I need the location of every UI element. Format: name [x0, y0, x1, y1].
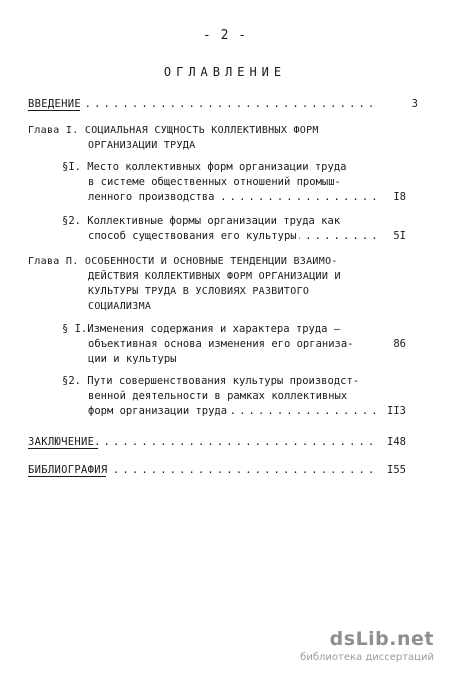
ch1-s1-line2: в системе общественных отношений промыш- — [88, 176, 341, 188]
toc-entry-title: ВВЕДЕНИЕ — [28, 98, 81, 110]
toc-page-number: I48 — [387, 436, 406, 448]
ch1-s2-line1: §2. Коллективные формы организации труда как — [62, 215, 341, 227]
toc-entry-title: ЗАКЛЮЧЕНИЕ — [28, 436, 95, 448]
page-number: - 2 - — [202, 28, 248, 43]
ch1-s1-line3 — [88, 190, 378, 204]
toc-entry-conclusion — [28, 435, 378, 449]
ch2-s2-page: II3 — [387, 405, 406, 417]
ch1-s1-page: I8 — [393, 191, 406, 203]
chapter1-title-line1: Глава I. СОЦИАЛЬНАЯ СУЩНОСТЬ КОЛЛЕКТИВНЫХ ФОРМ — [28, 125, 319, 136]
chapter1-title-line2: ОРГАНИЗАЦИИ ТРУДА — [88, 140, 196, 151]
toc-entry-bibliography — [28, 463, 378, 477]
ch2-s2-line2: венной деятельности в рамках коллективных — [88, 390, 348, 402]
ch2-s1-line3: ции и культуры — [88, 353, 177, 365]
ch2-s2-line1: §2. Пути совершенствования культуры производст- — [62, 375, 360, 387]
ch2-s2-line3 — [88, 404, 378, 418]
toc-page-number: I55 — [387, 464, 406, 476]
ch1-s1-line1: §I. Место коллективных форм организации труда — [62, 161, 347, 173]
ch2-s2-line3-text: форм организации труда — [88, 405, 228, 417]
chapter2-title-line3: КУЛЬТУРЫ ТРУДА В УСЛОВИЯХ РАЗВИТОГО — [88, 286, 310, 297]
toc-page-number: 3 — [411, 98, 418, 110]
chapter2-title-line1: Глава П. ОСОБЕННОСТИ И ОСНОВНЫЕ ТЕНДЕНЦИИ ВЗАИМО- — [28, 256, 338, 267]
ch1-s2-line2 — [88, 229, 378, 243]
chapter2-title-line2: ДЕЙСТВИЯ КОЛЛЕКТИВНЫХ ФОРМ ОРГАНИЗАЦИИ И — [88, 271, 341, 282]
watermark-logo: dsLib.net — [329, 628, 434, 650]
dslib-watermark — [300, 628, 434, 663]
ch2-s1-line2: объективная основа изменения его организа- — [88, 338, 354, 350]
ch1-s1-line3-text: ленного производства — [88, 191, 215, 203]
ch1-s2-page: 5I — [393, 230, 406, 242]
ch2-s1-line1: § I.Изменения содержания и характера труда — — [62, 323, 341, 335]
ch2-s1-page: 86 — [393, 338, 406, 350]
toc-entry-intro — [28, 97, 378, 111]
toc-heading: ОГЛАВЛЕНИЕ — [163, 65, 287, 79]
watermark-caption: библиотека диссертаций — [300, 652, 434, 663]
toc-entry-title: БИБЛИОГРАФИЯ — [28, 464, 108, 476]
ch1-s2-line2-text: способ существования его культуры — [88, 230, 297, 242]
chapter2-title-line4: СОЦИАЛИЗМА — [88, 301, 152, 312]
